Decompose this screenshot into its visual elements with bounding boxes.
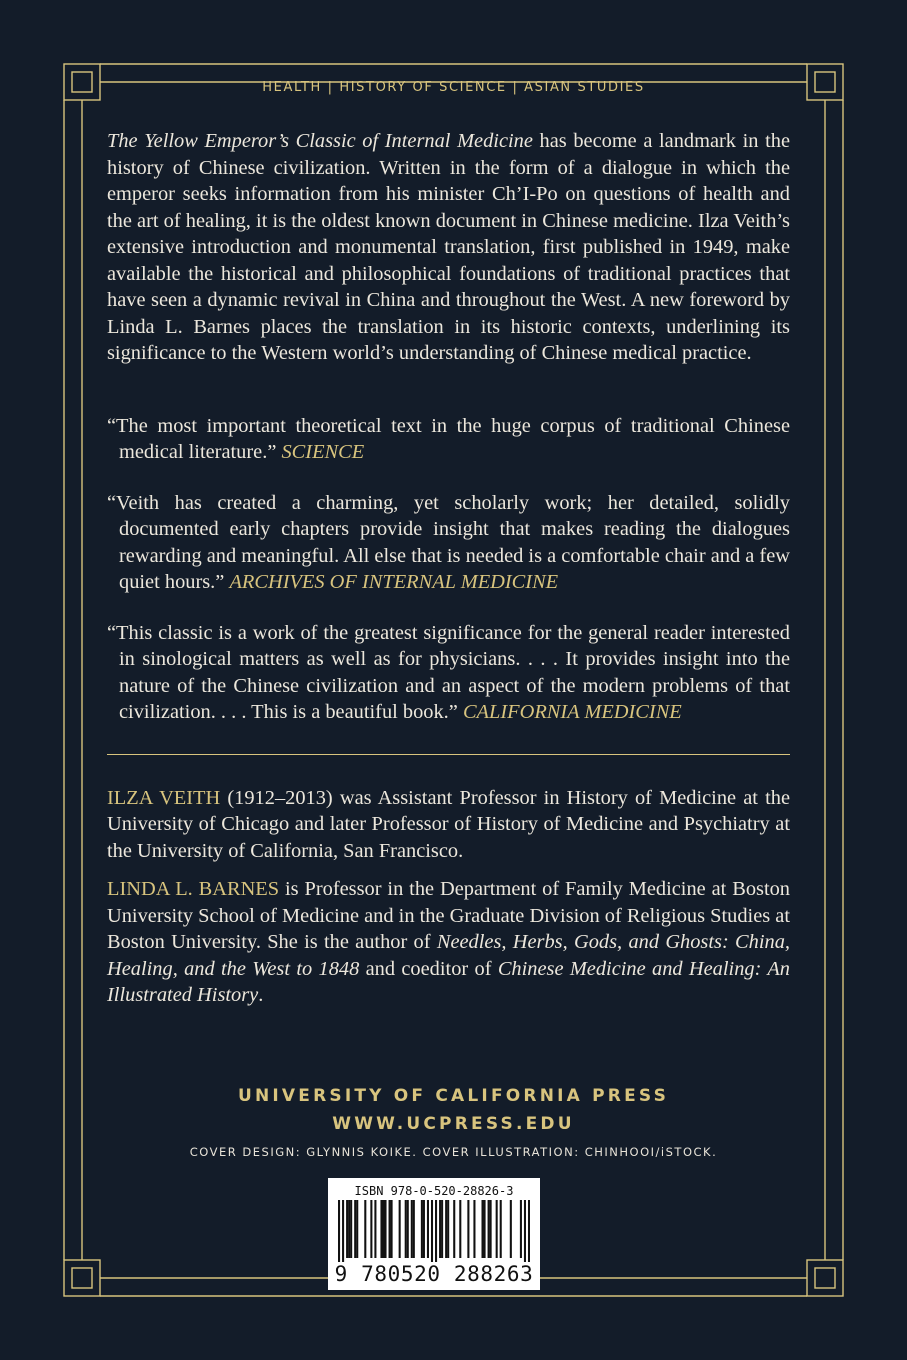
barcode-bar xyxy=(439,1200,441,1258)
editor-bio xyxy=(107,876,790,1009)
editor-bio-text: and coeditor of xyxy=(359,957,498,980)
description-text: has become a landmark in the history of Chinese civilization. Written in the form of a dialogue in which the emperor seeks information from his minister Ch’I-Po on questions of health and the art of healing, it is the oldest known document in Chinese medicine. Ilza Veith’s extensive introduction and monumental translation, first published in 1949, make available the historical and philosophical foundations of traditional practices that have seen a dynamic revival in China and throughout the West. A new foreword by Linda L. Barnes places the translation in its historic contexts, underlining its significance to the Western world’s understanding of Chinese medical practice. xyxy=(107,130,790,364)
barcode-bar xyxy=(407,1200,409,1258)
barcode-bar xyxy=(356,1200,358,1258)
barcode-bar xyxy=(453,1200,455,1258)
barcode-bar xyxy=(382,1200,384,1258)
barcode-bar xyxy=(447,1200,449,1258)
barcode xyxy=(328,1178,540,1290)
review-quote xyxy=(107,620,790,726)
book-title: Needles, Herbs, Gods, and Ghosts: China, Healing, and the West to 1848 xyxy=(107,931,790,980)
editor-bio-text: is Professor in the Department of Family Medicine at Boston University School of Medicine and in the Graduate Division of Religious Studies at Boston University. She is the author of xyxy=(107,878,791,953)
isbn-label: ISBN 978-0-520-28826-3 xyxy=(354,1184,514,1198)
editor-name: LINDA L. BARNES xyxy=(107,878,280,900)
barcode-bar xyxy=(490,1200,492,1258)
review-source: CALIFORNIA MEDICINE xyxy=(462,701,682,723)
barcode-bar xyxy=(488,1200,490,1258)
review-source: SCIENCE xyxy=(281,441,365,463)
category-line: HEALTH | HISTORY OF SCIENCE | ASIAN STUDIES xyxy=(262,80,645,95)
barcode-bar xyxy=(423,1200,425,1258)
editor-bio-text: . xyxy=(258,984,264,1006)
cover-credits: COVER DESIGN: GLYNNIS KOIKE. COVER ILLUSTRATION: CHINHOOI/iSTOCK. xyxy=(189,1145,718,1159)
barcode-bar xyxy=(346,1200,348,1258)
publisher-name: UNIVERSITY OF CALIFORNIA PRESS xyxy=(237,1086,670,1106)
barcode-bar xyxy=(374,1200,376,1258)
barcode-bar xyxy=(391,1200,393,1258)
barcode-bar xyxy=(459,1200,461,1258)
barcode-bar xyxy=(484,1200,486,1258)
barcode-bar xyxy=(524,1200,526,1262)
barcode-bar xyxy=(445,1200,447,1258)
author-bio-text: (1912–2013) was Assistant Professor in History of Medicine at the University of Chicago and later Professor of History of Medicine and Psychiatry at the University of California, San Francisco. xyxy=(107,786,791,862)
barcode-bar xyxy=(384,1200,386,1258)
barcode-bar xyxy=(411,1200,413,1258)
book-title: The Yellow Emperor’s Classic of Internal Medicine xyxy=(107,130,533,152)
barcode-bar xyxy=(364,1200,366,1258)
review-quote xyxy=(107,413,790,466)
barcode-bar xyxy=(389,1200,391,1258)
barcode-bar xyxy=(481,1200,483,1258)
barcode-bar xyxy=(421,1200,423,1258)
barcode-bar xyxy=(520,1200,522,1258)
publisher-block xyxy=(0,1082,907,1138)
barcode-bar xyxy=(348,1200,350,1258)
barcode-bar xyxy=(413,1200,415,1258)
barcode-bar xyxy=(370,1200,372,1258)
author-name: ILZA VEITH xyxy=(107,786,221,809)
barcode-digits: 9 780520 288263 xyxy=(334,1262,534,1286)
author-bio xyxy=(107,785,790,865)
barcode-bar xyxy=(380,1200,382,1258)
barcode-bar xyxy=(473,1200,475,1258)
barcode-bar xyxy=(427,1200,429,1258)
book-title: Chinese Medicine and Healing: An Illustrated History xyxy=(107,957,790,1006)
publisher-url: WWW.UCPRESS.EDU xyxy=(332,1114,575,1134)
barcode-bar xyxy=(500,1200,502,1258)
barcode-bar xyxy=(510,1200,512,1258)
barcode-bar xyxy=(431,1200,433,1262)
barcode-bar xyxy=(528,1200,530,1262)
barcode-bar xyxy=(496,1200,498,1258)
review-quote xyxy=(107,490,790,596)
review-source: ARCHIVES OF INTERNAL MEDICINE xyxy=(229,571,559,593)
review-text: “Veith has created a charming, yet scholarly work; her detailed, solidly documented early chapters provide insight that makes reading the dialogues rewarding and meaningful. All else that is needed is a comfortable chair and a few quiet hours.” xyxy=(107,491,790,593)
barcode-bar xyxy=(338,1200,340,1262)
review-text: “This classic is a work of the greatest significance for the general reader interested in sinological matters as well as for physicians. . . . It provides insight into the nature of the Chinese civilization and an aspect of the modern problems of that civilization. . . . This is a beautiful book.” xyxy=(107,621,790,723)
barcode-bar xyxy=(350,1200,352,1258)
barcode-bar xyxy=(441,1200,443,1258)
divider xyxy=(107,754,790,755)
barcode-bar xyxy=(354,1200,356,1258)
barcode-bar xyxy=(405,1200,407,1258)
barcode-bar xyxy=(342,1200,344,1262)
barcode-bar xyxy=(399,1200,401,1258)
content-block xyxy=(107,128,790,1021)
barcode-bar xyxy=(467,1200,469,1258)
barcode-bars xyxy=(338,1200,530,1262)
description-paragraph xyxy=(107,128,790,367)
barcode-bar xyxy=(435,1200,437,1262)
review-text: “The most important theoretical text in the huge corpus of traditional Chinese medical literature.” xyxy=(107,414,790,463)
